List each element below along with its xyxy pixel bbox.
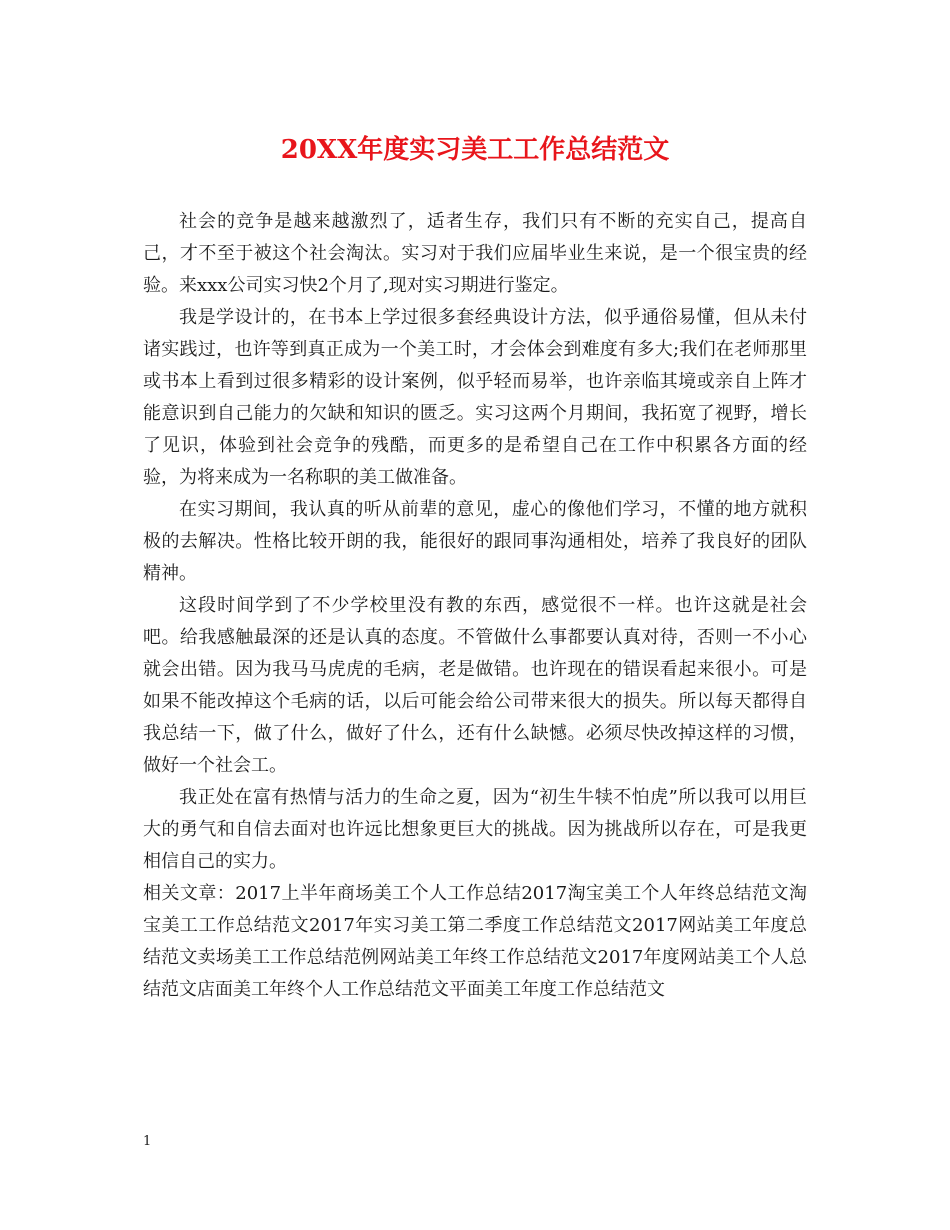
paragraph-4: 这段时间学到了不少学校里没有教的东西，感觉很不一样。也许这就是社会吧。给我感触最深的还是认真的态度。不管做什么事都要认真对待，否则一不小心就会出错。因为我马马虎虎的毛病，老是做错。也许现在的错误看起来很小。可是如果不能改掉这个毛病的话，以后可能会给公司带来很大的损失。所以每天都得自我总结一下，做了什么，做好了什么，还有什么缺憾。必须尽快改掉这样的习惯，做好一个社会工。 (143, 595, 807, 776)
related-articles: 相关文章：2017上半年商场美工个人工作总结2017淘宝美工个人年终总结范文淘宝美工工作总结范文2017年实习美工第二季度工作总结范文2017网站美工年度总结范文卖场美工工作总结范例网站美工年终工作总结范文2017年度网站美工个人总结范文店面美工年终个人工作总结范文平面美工年度工作总结范文 (143, 883, 807, 1000)
document-body (143, 206, 807, 1006)
paragraph-2: 我是学设计的，在书本上学过很多套经典设计方法，似乎通俗易懂，但从未付诸实践过，也许等到真正成为一个美工时，才会体会到难度有多大;我们在老师那里或书本上看到过很多精彩的设计案例，似乎轻而易举，也许亲临其境或亲自上阵才能意识到自己能力的欠缺和知识的匮乏。实习这两个月期间，我拓宽了视野，增长了见识，体验到社会竞争的残酷，而更多的是希望自己在工作中积累各方面的经验，为将来成为一名称职的美工做准备。 (143, 307, 807, 488)
paragraph-3: 在实习期间，我认真的听从前辈的意见，虚心的像他们学习，不懂的地方就积极的去解决。性格比较开朗的我，能很好的跟同事沟通相处，培养了我良好的团队精神。 (143, 499, 807, 584)
page-number: 1 (143, 1134, 152, 1149)
paragraph-1: 社会的竞争是越来越激烈了，适者生存，我们只有不断的充实自己，提高自己，才不至于被这个社会淘汰。实习对于我们应届毕业生来说，是一个很宝贵的经验。来xxx公司实习快2个月了,现对实习期进行鉴定。 (143, 211, 807, 296)
document-title: 20XX年度实习美工工作总结范文 (280, 135, 670, 165)
paragraph-5: 我正处在富有热情与活力的生命之夏，因为“初生牛犊不怕虎”所以我可以用巨大的勇气和自信去面对也许远比想象更巨大的挑战。因为挑战所以存在，可是我更相信自己的实力。 (143, 787, 807, 872)
